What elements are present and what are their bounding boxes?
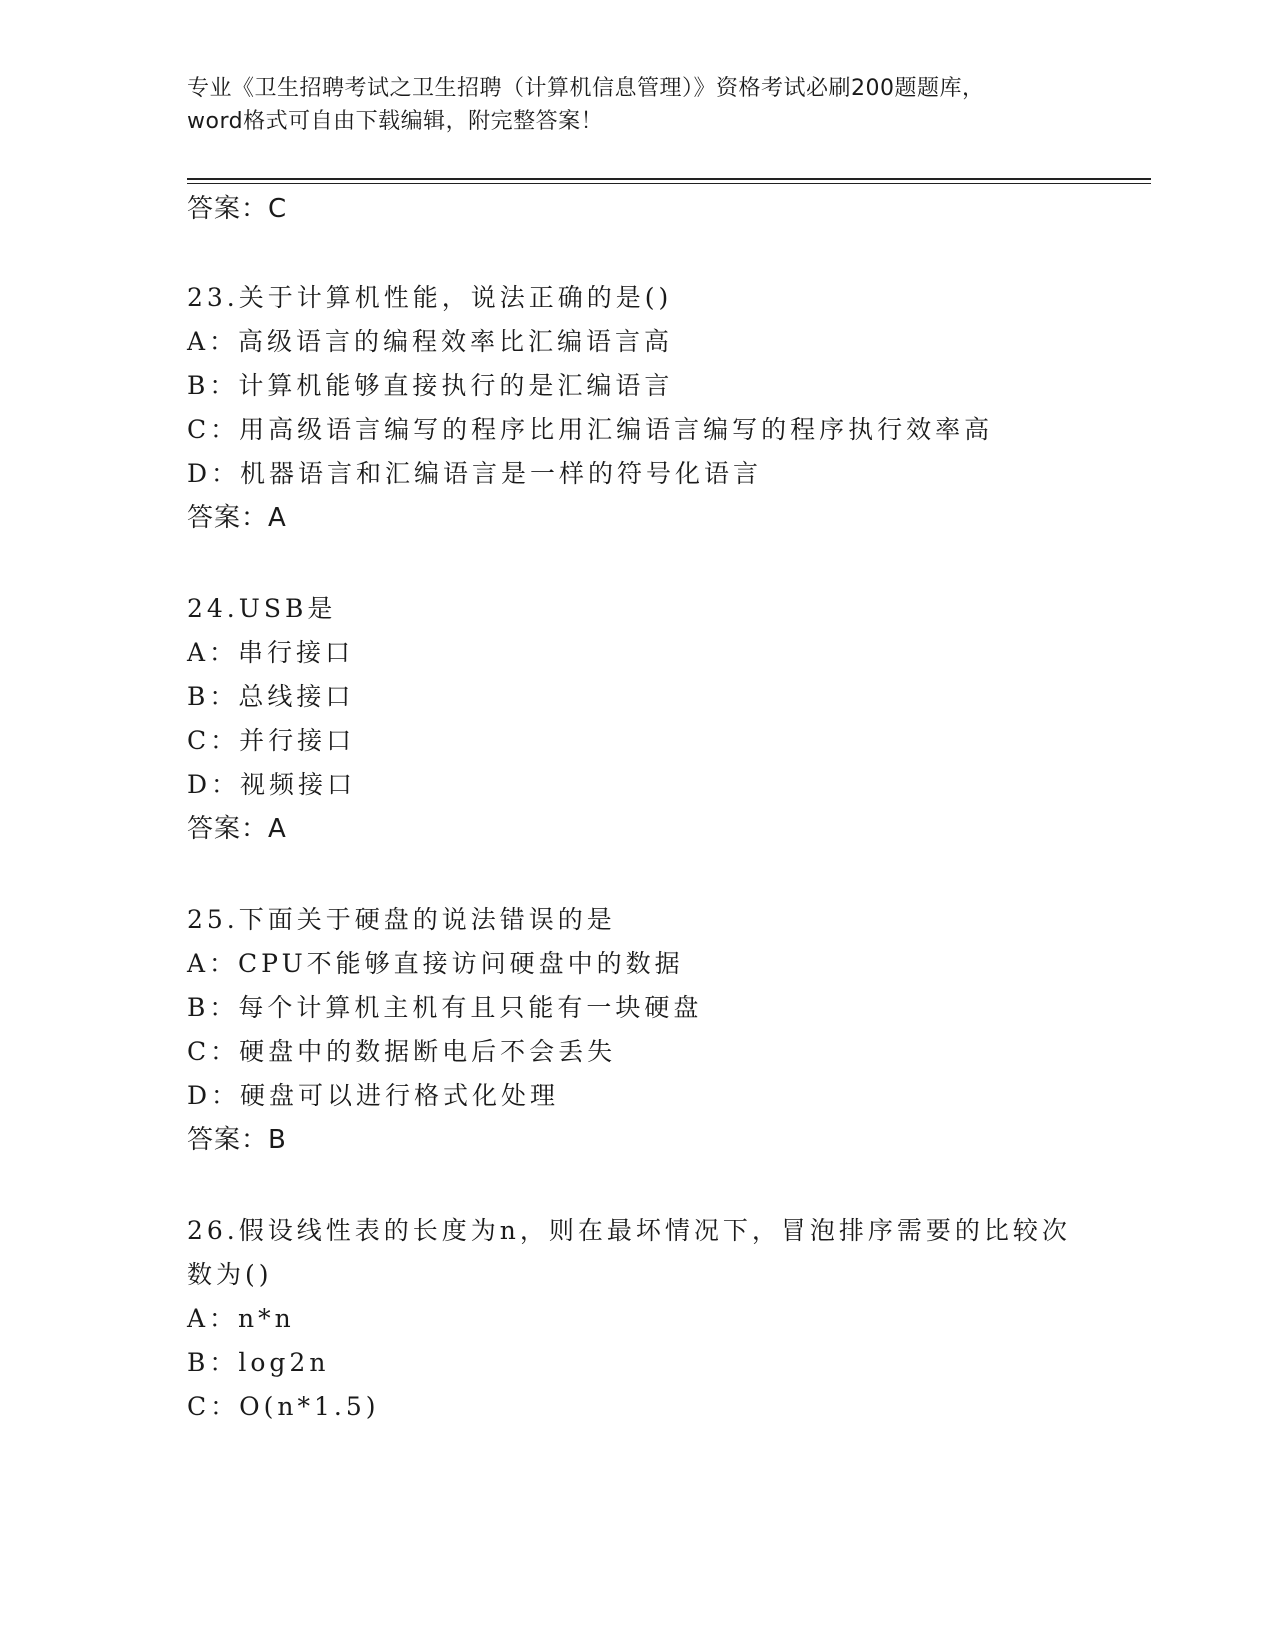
question-25-option-c: C：硬盘中的数据断电后不会丢失 (187, 1037, 617, 1066)
question-25-answer: 答案：B (187, 1125, 287, 1155)
question-23-answer: 答案：A (187, 503, 287, 533)
question-23-option-b: B：计算机能够直接执行的是汇编语言 (187, 371, 674, 400)
question-26-option-a: A：n*n (187, 1304, 295, 1333)
question-23-text: 23.关于计算机性能，说法正确的是() (187, 283, 673, 312)
question-24-text: 24.USB是 (187, 594, 337, 623)
question-25-text: 25.下面关于硬盘的说法错误的是 (187, 905, 616, 934)
header-divider-bottom (187, 183, 1151, 184)
question-26-text-line-2: 数为() (187, 1260, 273, 1289)
question-25-option-a: A：CPU不能够直接访问硬盘中的数据 (187, 949, 684, 978)
question-26-option-b: B：log2n (187, 1348, 330, 1377)
header-line-1: 专业《卫生招聘考试之卫生招聘（计算机信息管理）》资格考试必刷200题题库， (187, 76, 985, 101)
question-23-option-d: D：机器语言和汇编语言是一样的符号化语言 (187, 459, 763, 488)
question-26-text-line-1: 26.假设线性表的长度为n，则在最坏情况下，冒泡排序需要的比较次 (187, 1216, 1071, 1245)
question-24-option-d: D：视频接口 (187, 770, 357, 799)
previous-answer: 答案：C (187, 194, 288, 224)
document-header (187, 72, 1087, 138)
question-24-answer: 答案：A (187, 814, 287, 844)
header-divider-top (187, 178, 1151, 180)
question-25-option-d: D：硬盘可以进行格式化处理 (187, 1081, 560, 1110)
question-24-option-c: C：并行接口 (187, 726, 356, 755)
question-24-option-b: B：总线接口 (187, 682, 355, 711)
question-24-option-a: A：串行接口 (187, 638, 355, 667)
question-23-option-c: C：用高级语言编写的程序比用汇编语言编写的程序执行效率高 (187, 415, 994, 444)
header-line-2: word格式可自由下载编辑，附完整答案！ (187, 109, 604, 134)
question-23-option-a: A：高级语言的编程效率比汇编语言高 (187, 327, 674, 356)
question-26-option-c: C：O(n*1.5) (187, 1392, 380, 1421)
question-25-option-b: B：每个计算机主机有且只能有一块硬盘 (187, 993, 703, 1022)
